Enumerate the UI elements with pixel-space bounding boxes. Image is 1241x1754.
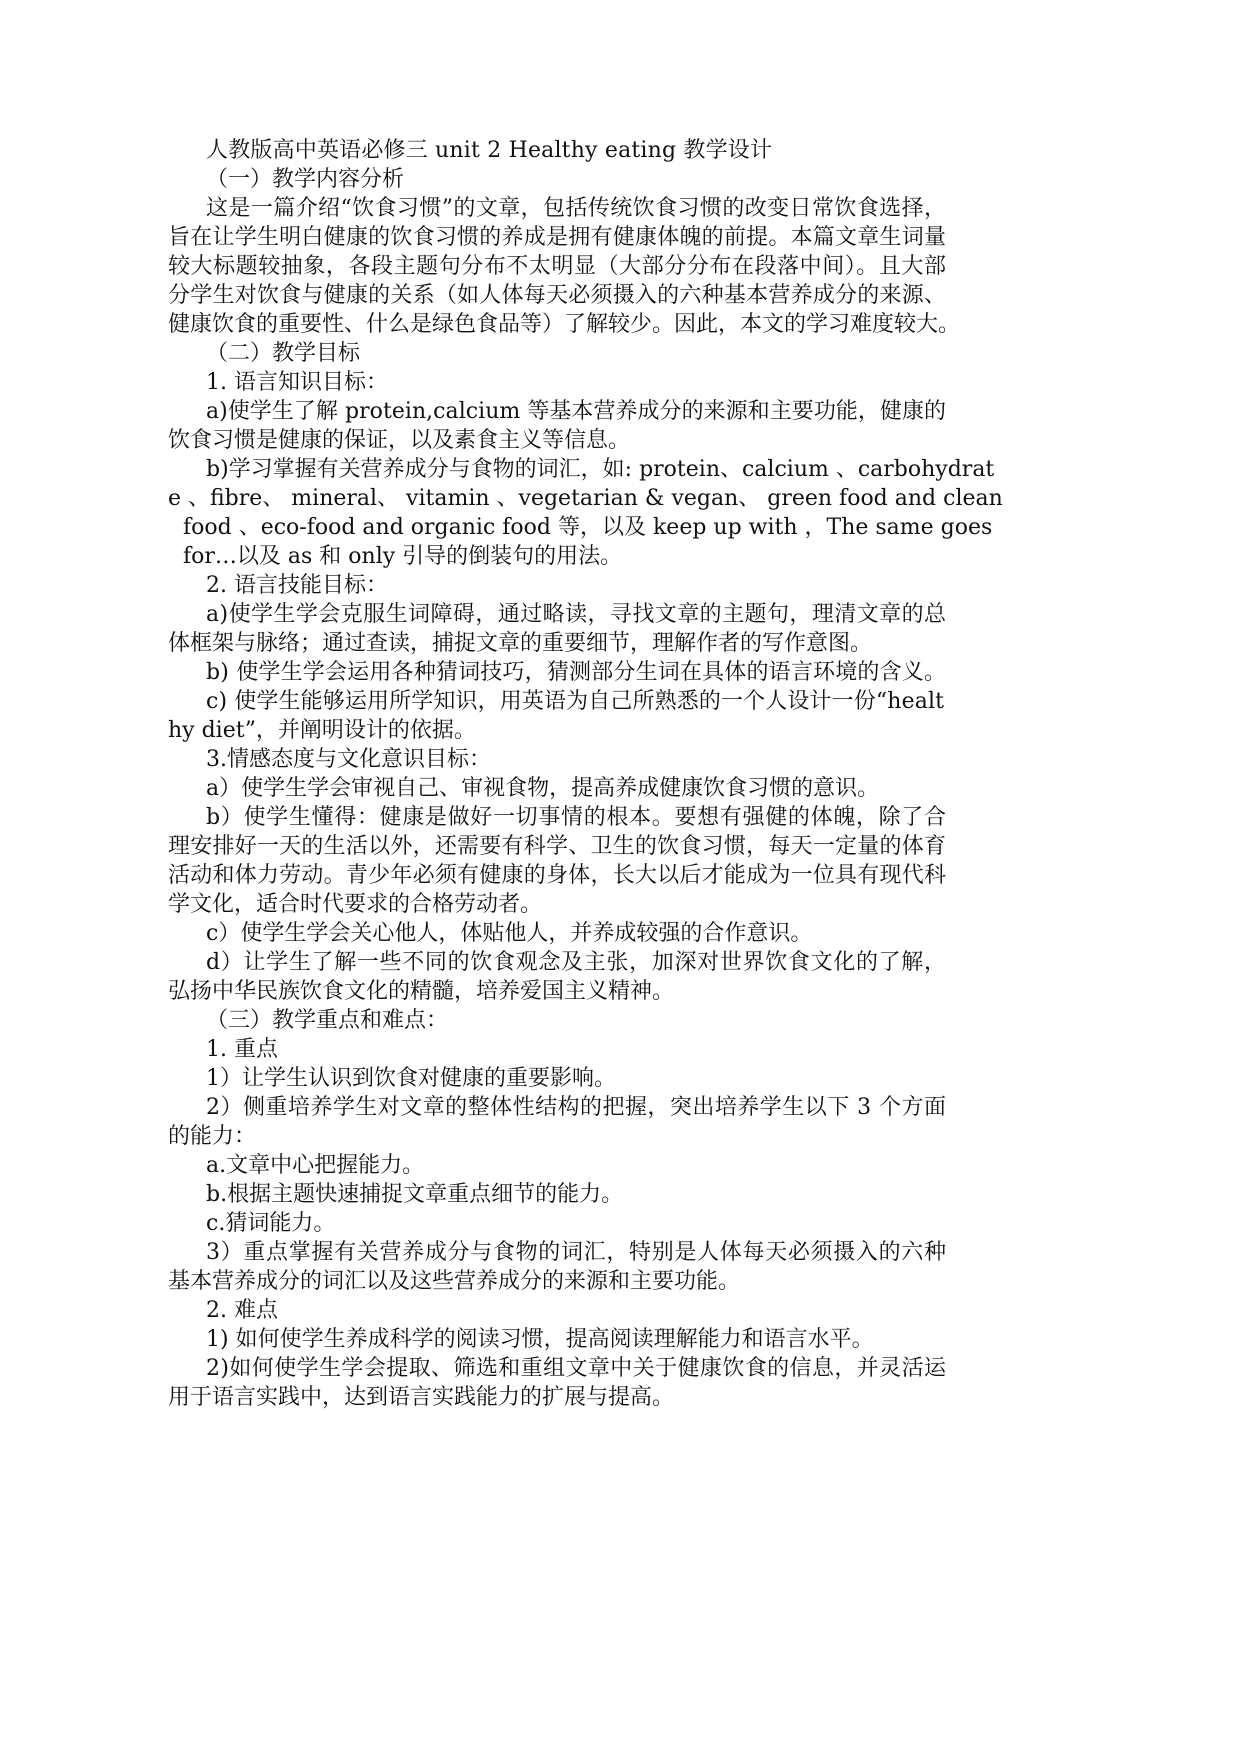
- text-line: a）使学生学会审视自己、审视食物，提高养成健康饮食习惯的意识。: [206, 776, 880, 801]
- text-line: c) 使学生能够运用所学知识，用英语为自己所熟悉的一个人设计一份“healt: [206, 689, 945, 714]
- text-line: 理安排好一天的生活以外，还需要有科学、卫生的饮食习惯，每天一定量的体育: [168, 834, 947, 859]
- text-line: 2)如何使学生学会提取、筛选和重组文章中关于健康饮食的信息，并灵活运: [206, 1356, 947, 1381]
- text-line: （一）教学内容分析: [206, 167, 405, 192]
- text-line: b）使学生懂得：健康是做好一切事情的根本。要想有强健的体魄，除了合: [206, 805, 947, 830]
- text-line: 1. 重点: [206, 1037, 278, 1062]
- text-line: 弘扬中华民族饮食文化的精髓，培养爱国主义精神。: [168, 979, 675, 1004]
- text-line: food 、eco-food and organic food 等，以及 keep up with ，The same goes: [176, 515, 993, 540]
- text-line: b) 使学生学会运用各种猜词技巧，猜测部分生词在具体的语言环境的含义。: [206, 660, 947, 685]
- text-line: d）让学生了解一些不同的饮食观念及主张，加深对世界饮食文化的了解，: [206, 950, 947, 975]
- text-line: a)使学生了解 protein,calcium 等基本营养成分的来源和主要功能，健康的: [206, 399, 947, 424]
- text-line: a.文章中心把握能力。: [206, 1153, 425, 1178]
- text-line: 这是一篇介绍“饮食习惯”的文章，包括传统饮食习惯的改变日常饮食选择，: [206, 196, 947, 221]
- text-line: 1. 语言知识目标：: [206, 370, 388, 395]
- text-line: 较大标题较抽象，各段主题句分布不太明显（大部分分布在段落中间）。且大部: [168, 254, 947, 279]
- text-line: 分学生对饮食与健康的关系（如人体每天必须摄入的六种基本营养成分的来源、: [168, 283, 947, 308]
- text-line: 2. 难点: [206, 1298, 278, 1323]
- text-line: 的能力：: [168, 1124, 257, 1149]
- text-line: hy diet”，并阐明设计的依据。: [168, 718, 476, 743]
- text-line: 饮食习惯是健康的保证，以及素食主义等信息。: [168, 428, 631, 453]
- text-line: a)使学生学会克服生词障碍，通过略读，寻找文章的主题句，理清文章的总: [206, 602, 947, 627]
- text-line: 人教版高中英语必修三 unit 2 Healthy eating 教学设计: [206, 138, 773, 163]
- text-line: 3.情感态度与文化意识目标：: [206, 747, 491, 772]
- text-line: 2. 语言技能目标：: [206, 573, 388, 598]
- text-line: 基本营养成分的词汇以及这些营养成分的来源和主要功能。: [168, 1269, 741, 1294]
- text-line: 2）侧重培养学生对文章的整体性结构的把握，突出培养学生以下 3 个方面: [206, 1095, 947, 1120]
- text-line: 体框架与脉络；通过查读，捕捉文章的重要细节，理解作者的写作意图。: [168, 631, 873, 656]
- text-line: 健康饮食的重要性、什么是绿色食品等）了解较少。因此，本文的学习难度较大。: [168, 312, 961, 337]
- text-line: for…以及 as 和 only 引导的倒装句的用法。: [176, 544, 623, 569]
- text-line: 用于语言实践中，达到语言实践能力的扩展与提高。: [168, 1385, 675, 1410]
- text-line: c.猜词能力。: [206, 1211, 336, 1236]
- text-line: 活动和体力劳动。青少年必须有健康的身体，长大以后才能成为一位具有现代科: [168, 863, 947, 888]
- text-line: 1）让学生认识到饮食对健康的重要影响。: [206, 1066, 616, 1091]
- text-line: b)学习掌握有关营养成分与食物的词汇，如: protein、calcium 、carbohydrat: [206, 457, 995, 482]
- text-line: 旨在让学生明白健康的饮食习惯的养成是拥有健康体魄的前提。本篇文章生词量: [168, 225, 947, 250]
- text-line: e 、fibre、 mineral、 vitamin 、vegetarian & vegan、 green food and clean: [168, 486, 1003, 511]
- text-line: 3）重点掌握有关营养成分与食物的词汇，特别是人体每天必须摄入的六种: [206, 1240, 947, 1265]
- text-line: 学文化，适合时代要求的合格劳动者。: [168, 892, 543, 917]
- text-line: （二）教学目标: [206, 341, 361, 366]
- text-line: b.根据主题快速捕捉文章重点细节的能力。: [206, 1182, 624, 1207]
- text-line: 1) 如何使学生养成科学的阅读习惯，提高阅读理解能力和语言水平。: [206, 1327, 874, 1352]
- text-line: c）使学生学会关心他人，体贴他人，并养成较强的合作意识。: [206, 921, 813, 946]
- text-line: （三）教学重点和难点：: [206, 1008, 449, 1033]
